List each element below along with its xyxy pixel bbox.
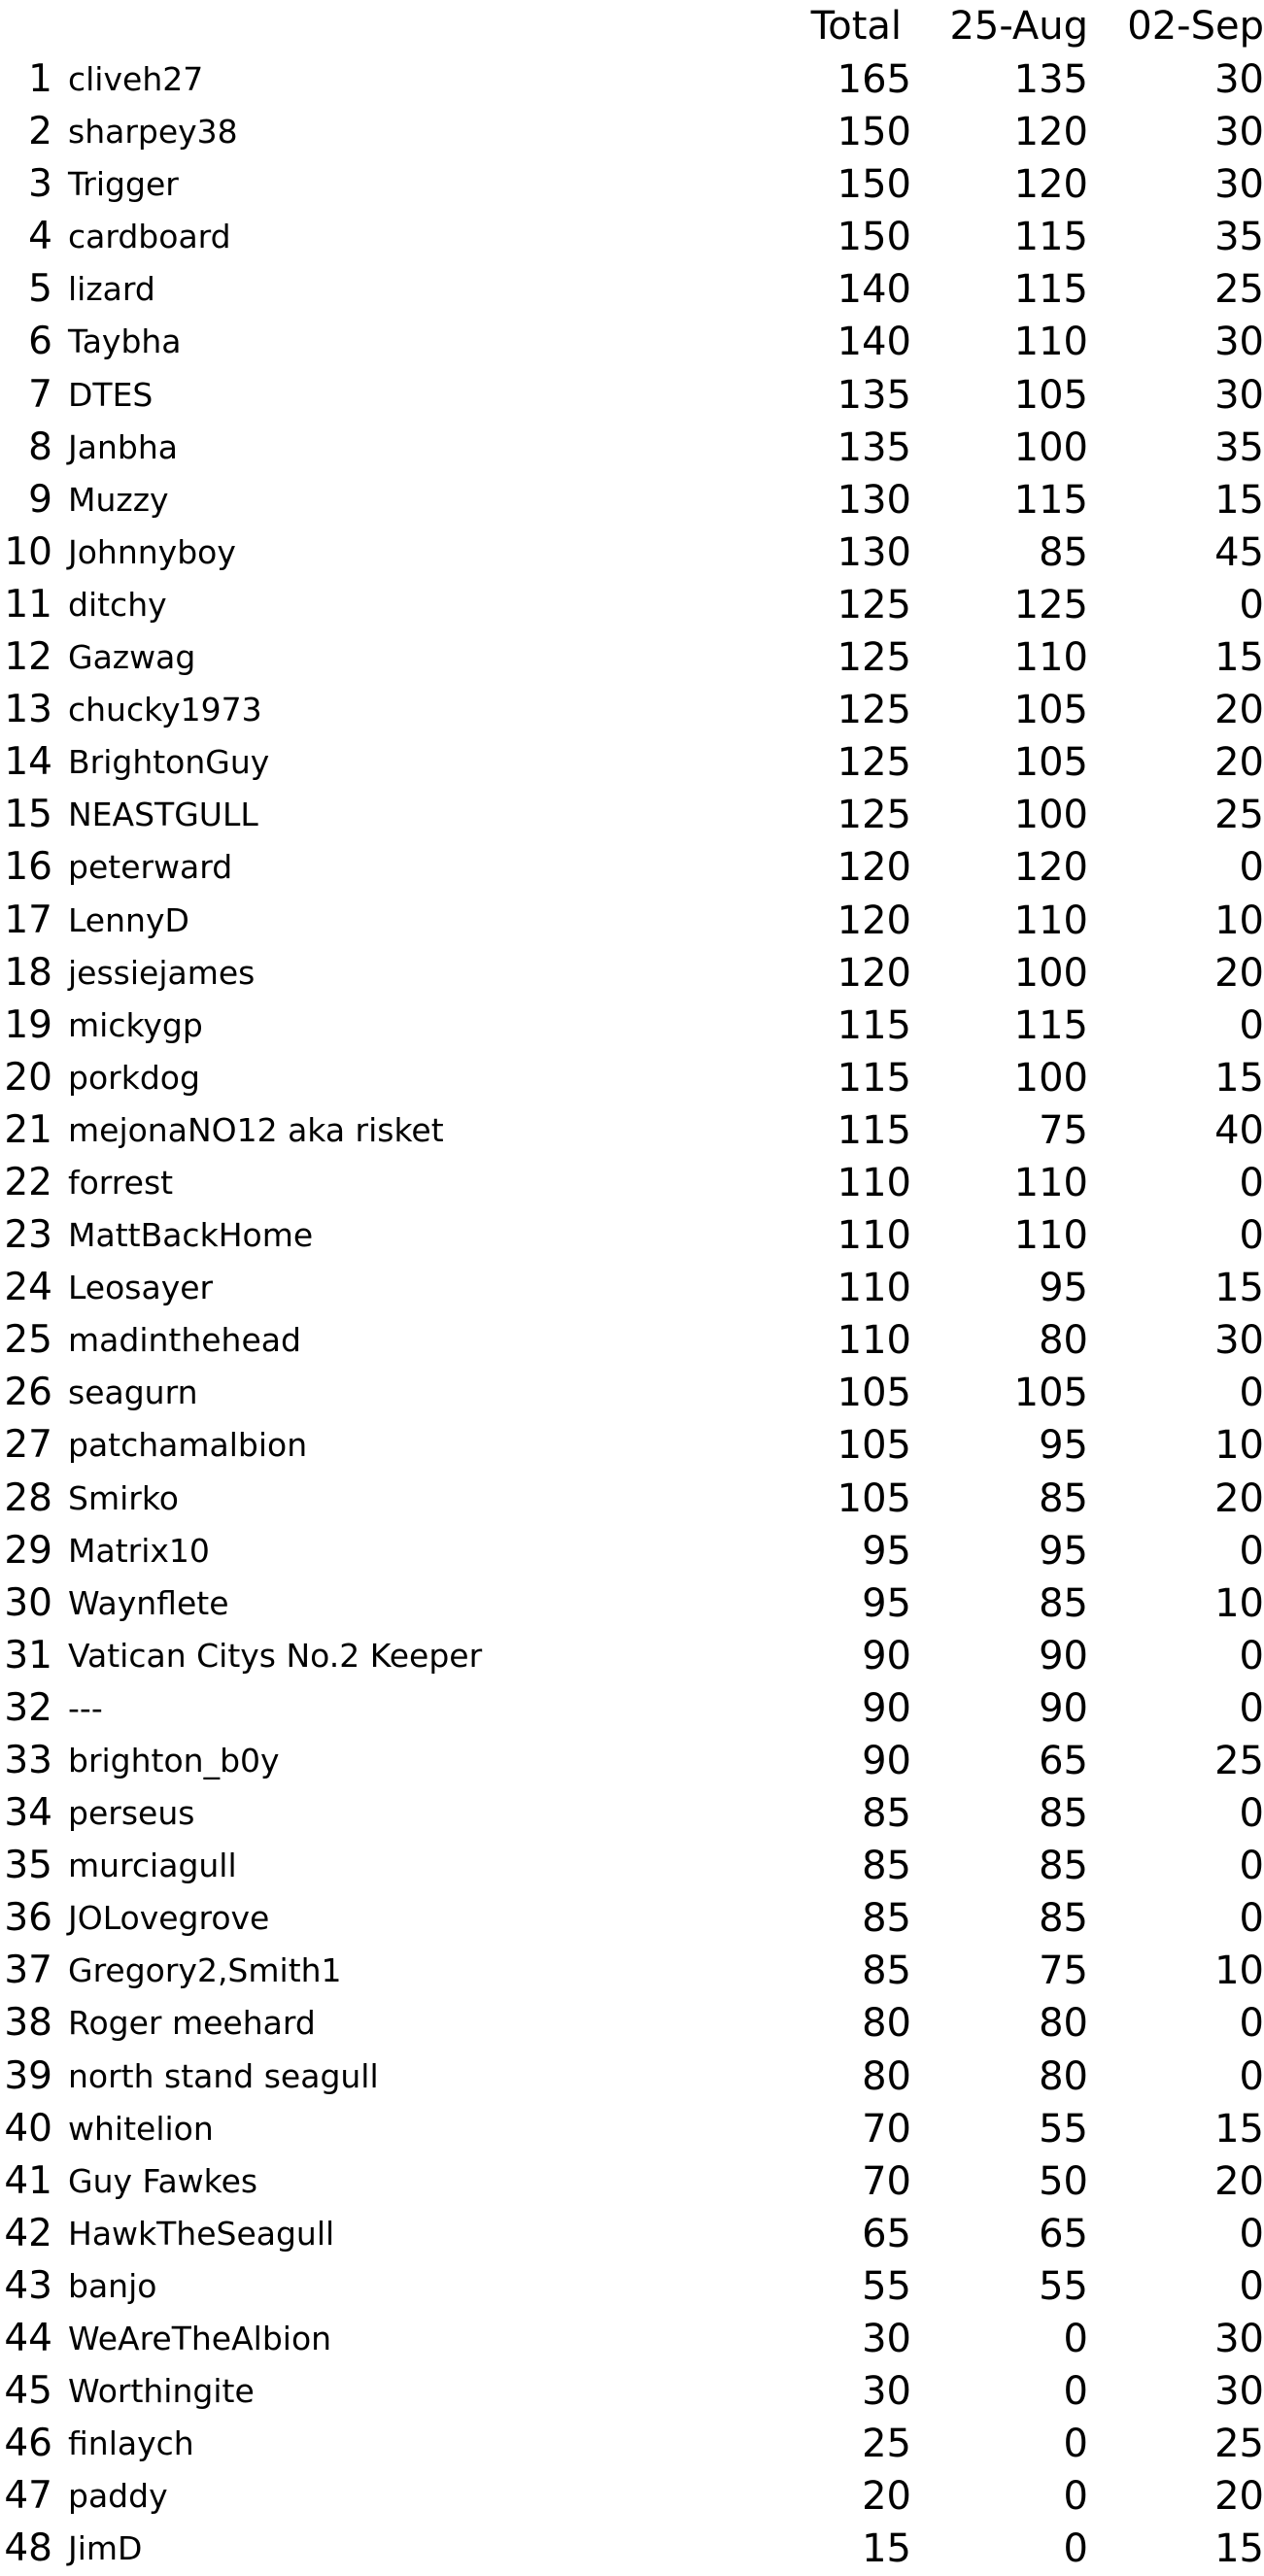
- rank-cell: 22: [4, 1160, 52, 1204]
- sep-points: 15: [1214, 2526, 1264, 2572]
- total-points: 125: [837, 688, 911, 733]
- sep-points: 45: [1214, 529, 1264, 575]
- aug-points: 115: [1013, 477, 1088, 523]
- table-row: [0, 1419, 1264, 1472]
- table-row: [0, 895, 1264, 947]
- aug-points: 135: [1013, 57, 1088, 102]
- total-points: 70: [862, 2106, 911, 2152]
- rank-cell: 8: [28, 424, 52, 469]
- player-name: Matrix10: [68, 1531, 210, 1570]
- sep-points: 15: [1214, 1266, 1264, 1311]
- rank-cell: 17: [4, 898, 52, 942]
- total-points: 55: [862, 2263, 911, 2309]
- player-name: madinthehead: [68, 1321, 301, 1360]
- league-table: [0, 53, 1264, 2576]
- rank-cell: 20: [4, 1055, 52, 1100]
- rank-cell: 10: [4, 529, 52, 574]
- player-name: MattBackHome: [68, 1216, 314, 1255]
- total-points: 115: [837, 1055, 911, 1101]
- total-points: 105: [837, 1371, 911, 1416]
- table-row: [0, 2418, 1264, 2470]
- total-points: 95: [862, 1580, 911, 1626]
- sep-points: 30: [1214, 110, 1264, 155]
- rank-cell: 11: [4, 582, 52, 627]
- sep-points: 35: [1214, 424, 1264, 470]
- rank-cell: 18: [4, 950, 52, 995]
- sep-points: 0: [1239, 845, 1264, 891]
- aug-points: 110: [1013, 320, 1088, 365]
- player-name: chucky1973: [68, 691, 262, 729]
- rank-cell: 41: [4, 2158, 52, 2203]
- rank-cell: 6: [28, 320, 52, 364]
- sep-points: 0: [1239, 1371, 1264, 1416]
- total-points: 125: [837, 793, 911, 838]
- header-total: Total: [810, 4, 902, 49]
- player-name: murciagull: [68, 1847, 237, 1885]
- aug-points: 0: [1063, 2526, 1088, 2572]
- player-name: Gregory2,Smith1: [68, 1951, 342, 1990]
- rank-cell: 43: [4, 2263, 52, 2308]
- table-row: [0, 106, 1264, 158]
- table-row: [0, 422, 1264, 474]
- aug-points: 125: [1013, 582, 1088, 627]
- player-name: whitelion: [68, 2109, 214, 2148]
- aug-points: 85: [1039, 1844, 1088, 1889]
- total-points: 110: [837, 1318, 911, 1364]
- sep-points: 25: [1214, 793, 1264, 838]
- sep-points: 25: [1214, 267, 1264, 313]
- aug-points: 75: [1039, 1949, 1088, 1994]
- rank-cell: 38: [4, 2001, 52, 2046]
- sep-points: 10: [1214, 898, 1264, 943]
- rank-cell: 3: [28, 162, 52, 207]
- sep-points: 15: [1214, 635, 1264, 681]
- aug-points: 105: [1013, 372, 1088, 418]
- total-points: 105: [837, 1423, 911, 1469]
- player-name: patchamalbion: [68, 1426, 308, 1465]
- player-name: lizard: [68, 270, 155, 309]
- player-name: BrightonGuy: [68, 743, 270, 782]
- rank-cell: 31: [4, 1633, 52, 1678]
- sep-points: 0: [1239, 2211, 1264, 2256]
- total-points: 95: [862, 1528, 911, 1574]
- rank-cell: 1: [28, 57, 52, 101]
- player-name: Smirko: [68, 1478, 179, 1517]
- player-name: forrest: [68, 1163, 174, 1202]
- total-points: 85: [862, 1949, 911, 1994]
- total-points: 110: [837, 1213, 911, 1259]
- sep-points: 20: [1214, 740, 1264, 786]
- table-row: [0, 1052, 1264, 1104]
- total-points: 125: [837, 582, 911, 627]
- table-row: [0, 947, 1264, 1000]
- rank-cell: 16: [4, 845, 52, 890]
- player-name: Worthingite: [68, 2372, 255, 2411]
- player-name: north stand seagull: [68, 2056, 379, 2095]
- rank-cell: 23: [4, 1213, 52, 1258]
- aug-points: 95: [1039, 1528, 1088, 1574]
- player-name: mickygp: [68, 1005, 203, 1044]
- sep-points: 30: [1214, 372, 1264, 418]
- aug-points: 100: [1013, 1055, 1088, 1101]
- total-points: 85: [862, 1844, 911, 1889]
- sep-points: 25: [1214, 2422, 1264, 2467]
- table-row: [0, 1157, 1264, 1209]
- aug-points: 80: [1039, 2053, 1088, 2099]
- table-row: [0, 841, 1264, 894]
- player-name: porkdog: [68, 1058, 200, 1097]
- header-02-sep: 02-Sep: [1127, 4, 1264, 49]
- aug-points: 105: [1013, 1371, 1088, 1416]
- header-25-aug: 25-Aug: [949, 4, 1088, 49]
- table-row: [0, 263, 1264, 316]
- rank-cell: 40: [4, 2106, 52, 2151]
- rank-cell: 35: [4, 1844, 52, 1888]
- table-row: [0, 1473, 1264, 1525]
- player-name: brighton_b0y: [68, 1742, 280, 1779]
- table-row: [0, 2523, 1264, 2575]
- table-row: [0, 2208, 1264, 2260]
- rank-cell: 36: [4, 1896, 52, 1941]
- player-name: banjo: [68, 2266, 157, 2305]
- table-row: [0, 736, 1264, 789]
- player-name: Muzzy: [68, 480, 169, 519]
- sep-points: 10: [1214, 1949, 1264, 1994]
- table-row: [0, 2103, 1264, 2155]
- aug-points: 120: [1013, 110, 1088, 155]
- player-name: paddy: [68, 2477, 168, 2516]
- total-points: 90: [862, 1633, 911, 1678]
- aug-points: 0: [1063, 2422, 1088, 2467]
- sep-points: 0: [1239, 2263, 1264, 2309]
- player-name: Roger meehard: [68, 2004, 316, 2043]
- total-points: 115: [837, 1107, 911, 1153]
- table-row: [0, 631, 1264, 684]
- aug-points: 90: [1039, 1633, 1088, 1678]
- total-points: 85: [862, 1791, 911, 1837]
- aug-points: 0: [1063, 2317, 1088, 2362]
- aug-points: 100: [1013, 793, 1088, 838]
- player-name: jessiejames: [68, 953, 256, 992]
- table-row: [0, 1314, 1264, 1367]
- aug-points: 75: [1039, 1107, 1088, 1153]
- total-points: 120: [837, 950, 911, 996]
- aug-points: 85: [1039, 1580, 1088, 1626]
- player-name: JimD: [68, 2529, 143, 2568]
- player-name: Vatican Citys No.2 Keeper: [68, 1636, 483, 1675]
- sep-points: 0: [1239, 1002, 1264, 1048]
- aug-points: 65: [1039, 1739, 1088, 1783]
- sep-points: 0: [1239, 1685, 1264, 1731]
- table-row: [0, 53, 1264, 106]
- table-row: [0, 526, 1264, 579]
- sep-points: 30: [1214, 57, 1264, 102]
- player-name: perseus: [68, 1794, 195, 1833]
- aug-points: 55: [1039, 2263, 1088, 2309]
- sep-points: 15: [1214, 477, 1264, 523]
- player-name: sharpey38: [68, 113, 238, 152]
- sep-points: 20: [1214, 688, 1264, 733]
- aug-points: 80: [1039, 2001, 1088, 2047]
- aug-points: 100: [1013, 424, 1088, 470]
- aug-points: 0: [1063, 2369, 1088, 2415]
- sep-points: 0: [1239, 1844, 1264, 1889]
- table-header: [0, 0, 1264, 52]
- table-row: [0, 1682, 1264, 1735]
- aug-points: 115: [1013, 267, 1088, 313]
- total-points: 150: [837, 162, 911, 208]
- aug-points: 110: [1013, 1160, 1088, 1205]
- sep-points: 30: [1214, 2317, 1264, 2362]
- rank-cell: 34: [4, 1791, 52, 1836]
- table-row: [0, 474, 1264, 526]
- player-name: Trigger: [68, 165, 179, 204]
- total-points: 110: [837, 1160, 911, 1205]
- rank-cell: 45: [4, 2369, 52, 2414]
- aug-points: 0: [1063, 2474, 1088, 2520]
- table-row: [0, 1787, 1264, 1840]
- sep-points: 0: [1239, 2001, 1264, 2047]
- sep-points: 10: [1214, 1580, 1264, 1626]
- table-row: [0, 1735, 1264, 1787]
- total-points: 15: [862, 2526, 911, 2572]
- rank-cell: 5: [28, 267, 52, 312]
- aug-points: 120: [1013, 845, 1088, 891]
- total-points: 65: [862, 2211, 911, 2256]
- rank-cell: 48: [4, 2526, 52, 2571]
- table-row: [0, 1104, 1264, 1157]
- aug-points: 115: [1013, 1002, 1088, 1048]
- total-points: 90: [862, 1685, 911, 1731]
- total-points: 130: [837, 529, 911, 575]
- player-name: seagurn: [68, 1373, 198, 1412]
- player-name: cardboard: [68, 218, 231, 256]
- rank-cell: 42: [4, 2211, 52, 2255]
- sep-points: 0: [1239, 1633, 1264, 1678]
- total-points: 70: [862, 2158, 911, 2204]
- total-points: 120: [837, 898, 911, 943]
- total-points: 125: [837, 635, 911, 681]
- sep-points: 0: [1239, 2053, 1264, 2099]
- rank-cell: 25: [4, 1318, 52, 1363]
- rank-cell: 9: [28, 477, 52, 522]
- sep-points: 20: [1214, 2474, 1264, 2520]
- aug-points: 105: [1013, 688, 1088, 733]
- total-points: 80: [862, 2001, 911, 2047]
- sep-points: 20: [1214, 1475, 1264, 1521]
- rank-cell: 7: [28, 372, 52, 417]
- table-row: [0, 1209, 1264, 1262]
- table-row: [0, 2365, 1264, 2418]
- sep-points: 0: [1239, 1160, 1264, 1205]
- total-points: 125: [837, 740, 911, 786]
- rank-cell: 33: [4, 1739, 52, 1782]
- player-name: Taybha: [68, 322, 182, 361]
- aug-points: 80: [1039, 1318, 1088, 1364]
- total-points: 30: [862, 2317, 911, 2362]
- rank-cell: 12: [4, 635, 52, 680]
- rank-cell: 26: [4, 1371, 52, 1415]
- rank-cell: 4: [28, 215, 52, 259]
- total-points: 140: [837, 320, 911, 365]
- total-points: 165: [837, 57, 911, 102]
- aug-points: 100: [1013, 950, 1088, 996]
- total-points: 135: [837, 372, 911, 418]
- rank-cell: 39: [4, 2053, 52, 2098]
- aug-points: 110: [1013, 898, 1088, 943]
- rank-cell: 46: [4, 2422, 52, 2466]
- player-name: Janbha: [68, 427, 178, 466]
- player-name: Gazwag: [68, 638, 196, 677]
- aug-points: 65: [1039, 2211, 1088, 2256]
- total-points: 85: [862, 1896, 911, 1942]
- table-row: [0, 2260, 1264, 2313]
- sep-points: 10: [1214, 1423, 1264, 1469]
- sep-points: 0: [1239, 1213, 1264, 1259]
- player-name: LennyD: [68, 900, 189, 939]
- sep-points: 30: [1214, 162, 1264, 208]
- total-points: 25: [862, 2422, 911, 2467]
- table-row: [0, 789, 1264, 841]
- table-row: [0, 1525, 1264, 1577]
- player-name: peterward: [68, 848, 233, 887]
- total-points: 80: [862, 2053, 911, 2099]
- player-name: Johnnyboy: [68, 532, 236, 571]
- rank-cell: 19: [4, 1002, 52, 1047]
- table-row: [0, 369, 1264, 422]
- aug-points: 95: [1039, 1423, 1088, 1469]
- total-points: 90: [862, 1739, 911, 1783]
- total-points: 150: [837, 110, 911, 155]
- rank-cell: 29: [4, 1528, 52, 1573]
- sep-points: 0: [1239, 1528, 1264, 1574]
- table-row: [0, 579, 1264, 631]
- sep-points: 0: [1239, 582, 1264, 627]
- table-row: [0, 1367, 1264, 1419]
- rank-cell: 30: [4, 1580, 52, 1625]
- total-points: 115: [837, 1002, 911, 1048]
- table-row: [0, 684, 1264, 736]
- rank-cell: 37: [4, 1949, 52, 1993]
- player-name: cliveh27: [68, 60, 204, 98]
- total-points: 120: [837, 845, 911, 891]
- sep-points: 20: [1214, 950, 1264, 996]
- rank-cell: 32: [4, 1685, 52, 1730]
- aug-points: 110: [1013, 1213, 1088, 1259]
- aug-points: 115: [1013, 215, 1088, 260]
- table-row: [0, 1997, 1264, 2050]
- sep-points: 15: [1214, 2106, 1264, 2152]
- player-name: Leosayer: [68, 1269, 214, 1307]
- table-row: [0, 1000, 1264, 1052]
- aug-points: 105: [1013, 740, 1088, 786]
- table-row: [0, 2051, 1264, 2103]
- sep-points: 40: [1214, 1107, 1264, 1153]
- total-points: 150: [837, 215, 911, 260]
- aug-points: 50: [1039, 2158, 1088, 2204]
- table-row: [0, 2155, 1264, 2208]
- aug-points: 55: [1039, 2106, 1088, 2152]
- player-name: ditchy: [68, 585, 167, 624]
- aug-points: 85: [1039, 529, 1088, 575]
- aug-points: 85: [1039, 1791, 1088, 1837]
- rank-cell: 28: [4, 1475, 52, 1520]
- sep-points: 0: [1239, 1791, 1264, 1837]
- sep-points: 0: [1239, 1896, 1264, 1942]
- table-row: [0, 1262, 1264, 1314]
- table-row: [0, 1840, 1264, 1892]
- total-points: 110: [837, 1266, 911, 1311]
- rank-cell: 14: [4, 740, 52, 785]
- aug-points: 95: [1039, 1266, 1088, 1311]
- rank-cell: 13: [4, 688, 52, 732]
- sep-points: 35: [1214, 215, 1264, 260]
- table-row: [0, 1892, 1264, 1945]
- table-row: [0, 211, 1264, 263]
- player-name: JOLovegrove: [68, 1899, 270, 1938]
- player-name: Guy Fawkes: [68, 2161, 258, 2200]
- sep-points: 30: [1214, 2369, 1264, 2415]
- rank-cell: 47: [4, 2474, 52, 2519]
- rank-cell: 21: [4, 1107, 52, 1152]
- aug-points: 110: [1013, 635, 1088, 681]
- rank-cell: 2: [28, 110, 52, 154]
- total-points: 30: [862, 2369, 911, 2415]
- sep-points: 15: [1214, 1055, 1264, 1101]
- player-name: mejonaNO12 aka risket: [68, 1110, 444, 1149]
- rank-cell: 15: [4, 793, 52, 837]
- table-row: [0, 316, 1264, 368]
- table-row: [0, 158, 1264, 211]
- sep-points: 30: [1214, 320, 1264, 365]
- aug-points: 90: [1039, 1685, 1088, 1731]
- player-name: WeAreTheAlbion: [68, 2320, 332, 2358]
- aug-points: 120: [1013, 162, 1088, 208]
- table-row: [0, 2313, 1264, 2365]
- table-row: [0, 1630, 1264, 1682]
- total-points: 105: [837, 1475, 911, 1521]
- total-points: 135: [837, 424, 911, 470]
- sep-points: 30: [1214, 1318, 1264, 1364]
- player-name: Waynflete: [68, 1583, 229, 1622]
- rank-cell: 44: [4, 2317, 52, 2361]
- total-points: 130: [837, 477, 911, 523]
- sep-points: 20: [1214, 2158, 1264, 2204]
- player-name: ---: [68, 1688, 103, 1727]
- table-row: [0, 2470, 1264, 2523]
- player-name: NEASTGULL: [68, 796, 258, 834]
- table-row: [0, 1945, 1264, 1997]
- aug-points: 85: [1039, 1896, 1088, 1942]
- player-name: HawkTheSeagull: [68, 2214, 335, 2253]
- sep-points: 25: [1214, 1739, 1264, 1783]
- rank-cell: 27: [4, 1423, 52, 1468]
- player-name: finlaych: [68, 2424, 194, 2463]
- total-points: 20: [862, 2474, 911, 2520]
- rank-cell: 24: [4, 1266, 52, 1310]
- aug-points: 85: [1039, 1475, 1088, 1521]
- table-row: [0, 1577, 1264, 1630]
- total-points: 140: [837, 267, 911, 313]
- player-name: DTES: [68, 375, 154, 414]
